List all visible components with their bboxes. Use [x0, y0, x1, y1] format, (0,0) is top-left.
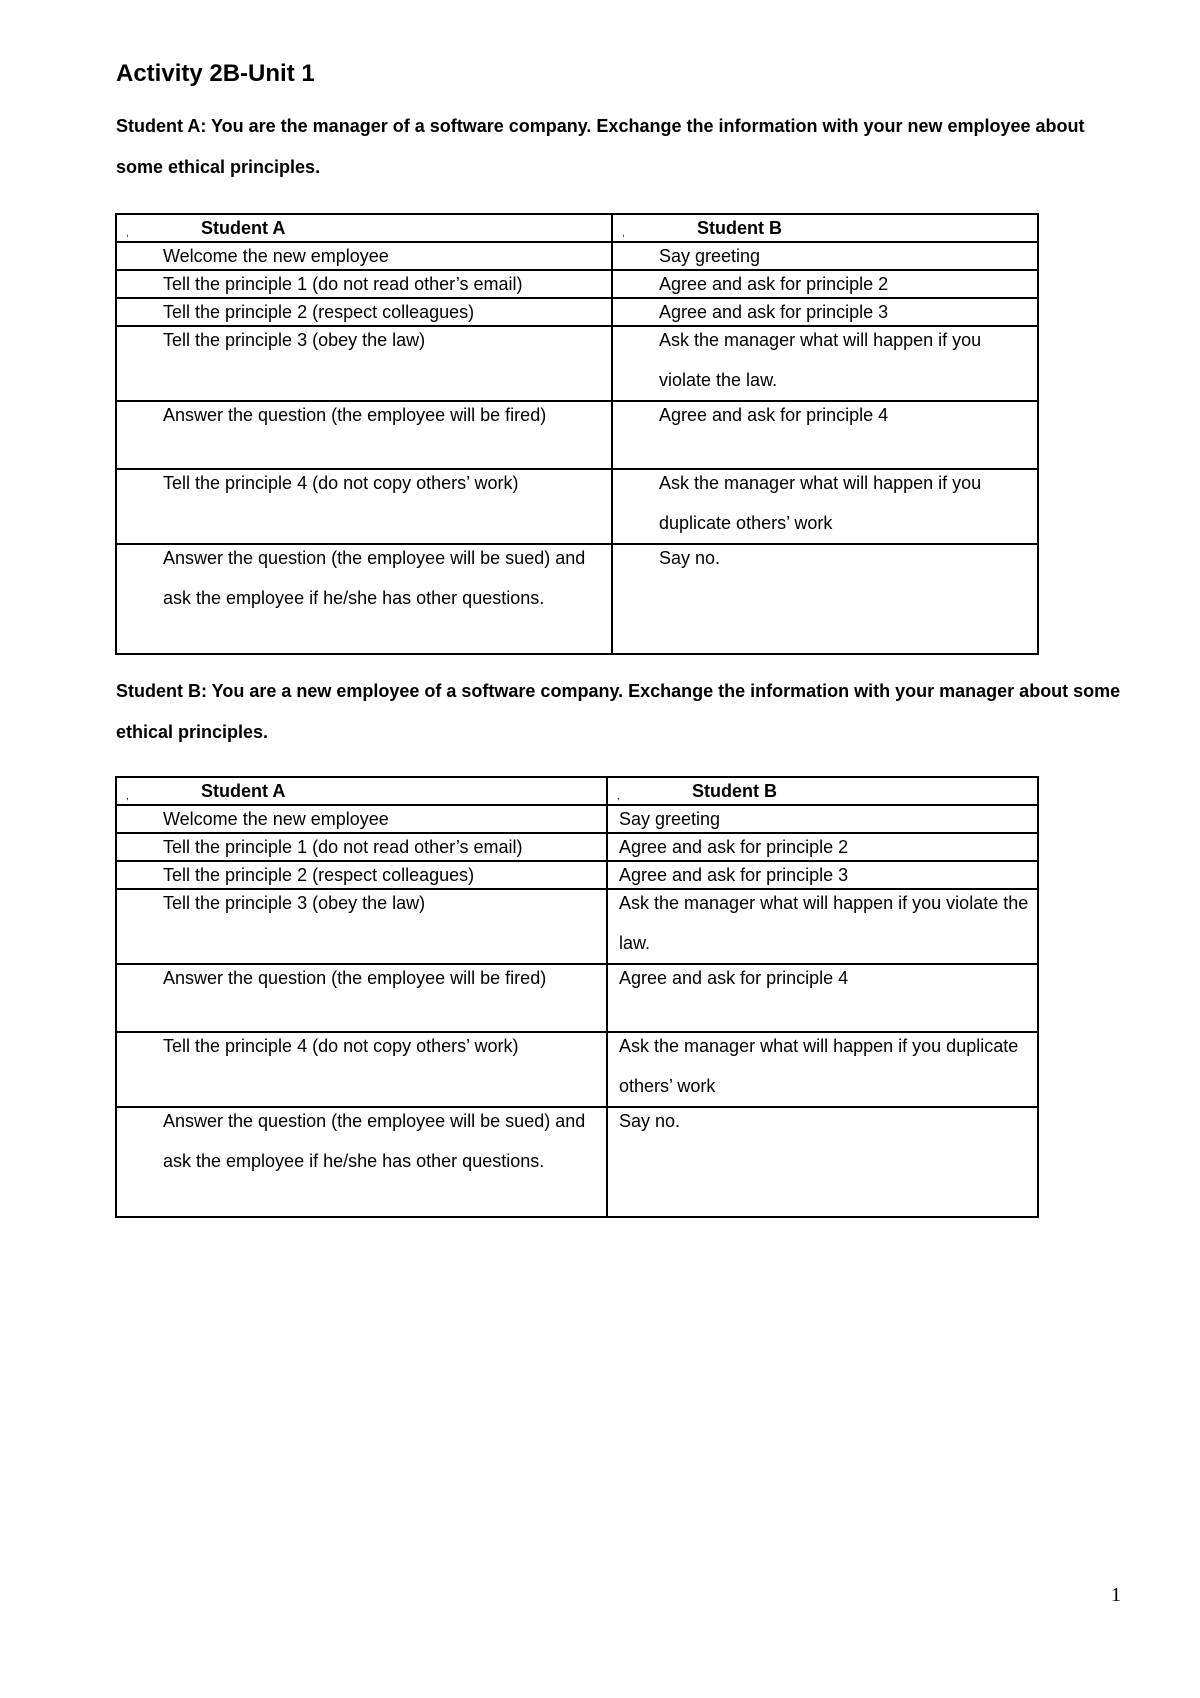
table-row [116, 326, 1038, 401]
student-b-dialogue-table [115, 776, 1039, 1218]
table-row [116, 544, 1038, 654]
column-header-student-b: , Student B [612, 214, 1038, 242]
student-a-line: Tell the principle 4 (do not copy others’ work) [116, 469, 612, 544]
student-b-line: Agree and ask for principle 2 [607, 833, 1038, 861]
student-a-line: Tell the principle 2 (respect colleagues) [116, 298, 612, 326]
table-header-row [116, 214, 1038, 242]
table-row [116, 964, 1038, 1032]
column-header-student-a: , Student A [116, 777, 607, 805]
student-b-line: Ask the manager what will happen if you duplicate others’ work [607, 1032, 1038, 1107]
student-b-line: Agree and ask for principle 3 [607, 861, 1038, 889]
student-a-instructions: Student A: You are the manager of a software company. Exchange the information with your new employee about some ethical principles. [116, 116, 1085, 177]
student-a-line: Tell the principle 2 (respect colleagues) [116, 861, 607, 889]
table-row [116, 1107, 1038, 1217]
student-a-line: Tell the principle 1 (do not read other’s email) [116, 270, 612, 298]
student-a-line: Answer the question (the employee will be sued) and ask the employee if he/she has other questions. [116, 544, 612, 654]
table-row [116, 242, 1038, 270]
column-header-student-a: , Student A [116, 214, 612, 242]
student-b-instructions: Student B: You are a new employee of a software company. Exchange the information with your manager about some ethical principles. [116, 681, 1121, 742]
student-a-line: Answer the question (the employee will be sued) and ask the employee if he/she has other questions. [116, 1107, 607, 1217]
student-b-line: Ask the manager what will happen if you violate the law. [607, 889, 1038, 964]
page-number: 1 [1111, 1584, 1121, 1606]
table-row [116, 401, 1038, 469]
student-a-line: Welcome the new employee [116, 242, 612, 270]
student-b-line: Say no. [607, 1107, 1038, 1217]
student-b-line: Agree and ask for principle 4 [607, 964, 1038, 1032]
table-row [116, 1032, 1038, 1107]
page-title: Activity 2B-Unit 1 [116, 60, 315, 87]
table-header-row [116, 777, 1038, 805]
table-row [116, 469, 1038, 544]
student-a-dialogue-table [115, 213, 1039, 655]
student-b-line: Agree and ask for principle 3 [612, 298, 1038, 326]
student-a-line: Tell the principle 3 (obey the law) [116, 889, 607, 964]
student-b-line: Ask the manager what will happen if you duplicate others’ work [612, 469, 1038, 544]
student-a-line: Tell the principle 3 (obey the law) [116, 326, 612, 401]
table-row [116, 833, 1038, 861]
student-a-line: Answer the question (the employee will be fired) [116, 401, 612, 469]
student-b-line: Agree and ask for principle 2 [612, 270, 1038, 298]
student-b-line: Say greeting [607, 805, 1038, 833]
student-b-line: Ask the manager what will happen if you violate the law. [612, 326, 1038, 401]
column-header-student-b: , Student B [607, 777, 1038, 805]
student-b-line: Say greeting [612, 242, 1038, 270]
student-a-line: Welcome the new employee [116, 805, 607, 833]
student-a-line: Tell the principle 1 (do not read other’s email) [116, 833, 607, 861]
table-row [116, 270, 1038, 298]
table-row [116, 805, 1038, 833]
student-b-line: Agree and ask for principle 4 [612, 401, 1038, 469]
student-a-line: Answer the question (the employee will be fired) [116, 964, 607, 1032]
table-row [116, 889, 1038, 964]
student-b-line: Say no. [612, 544, 1038, 654]
student-a-line: Tell the principle 4 (do not copy others’ work) [116, 1032, 607, 1107]
